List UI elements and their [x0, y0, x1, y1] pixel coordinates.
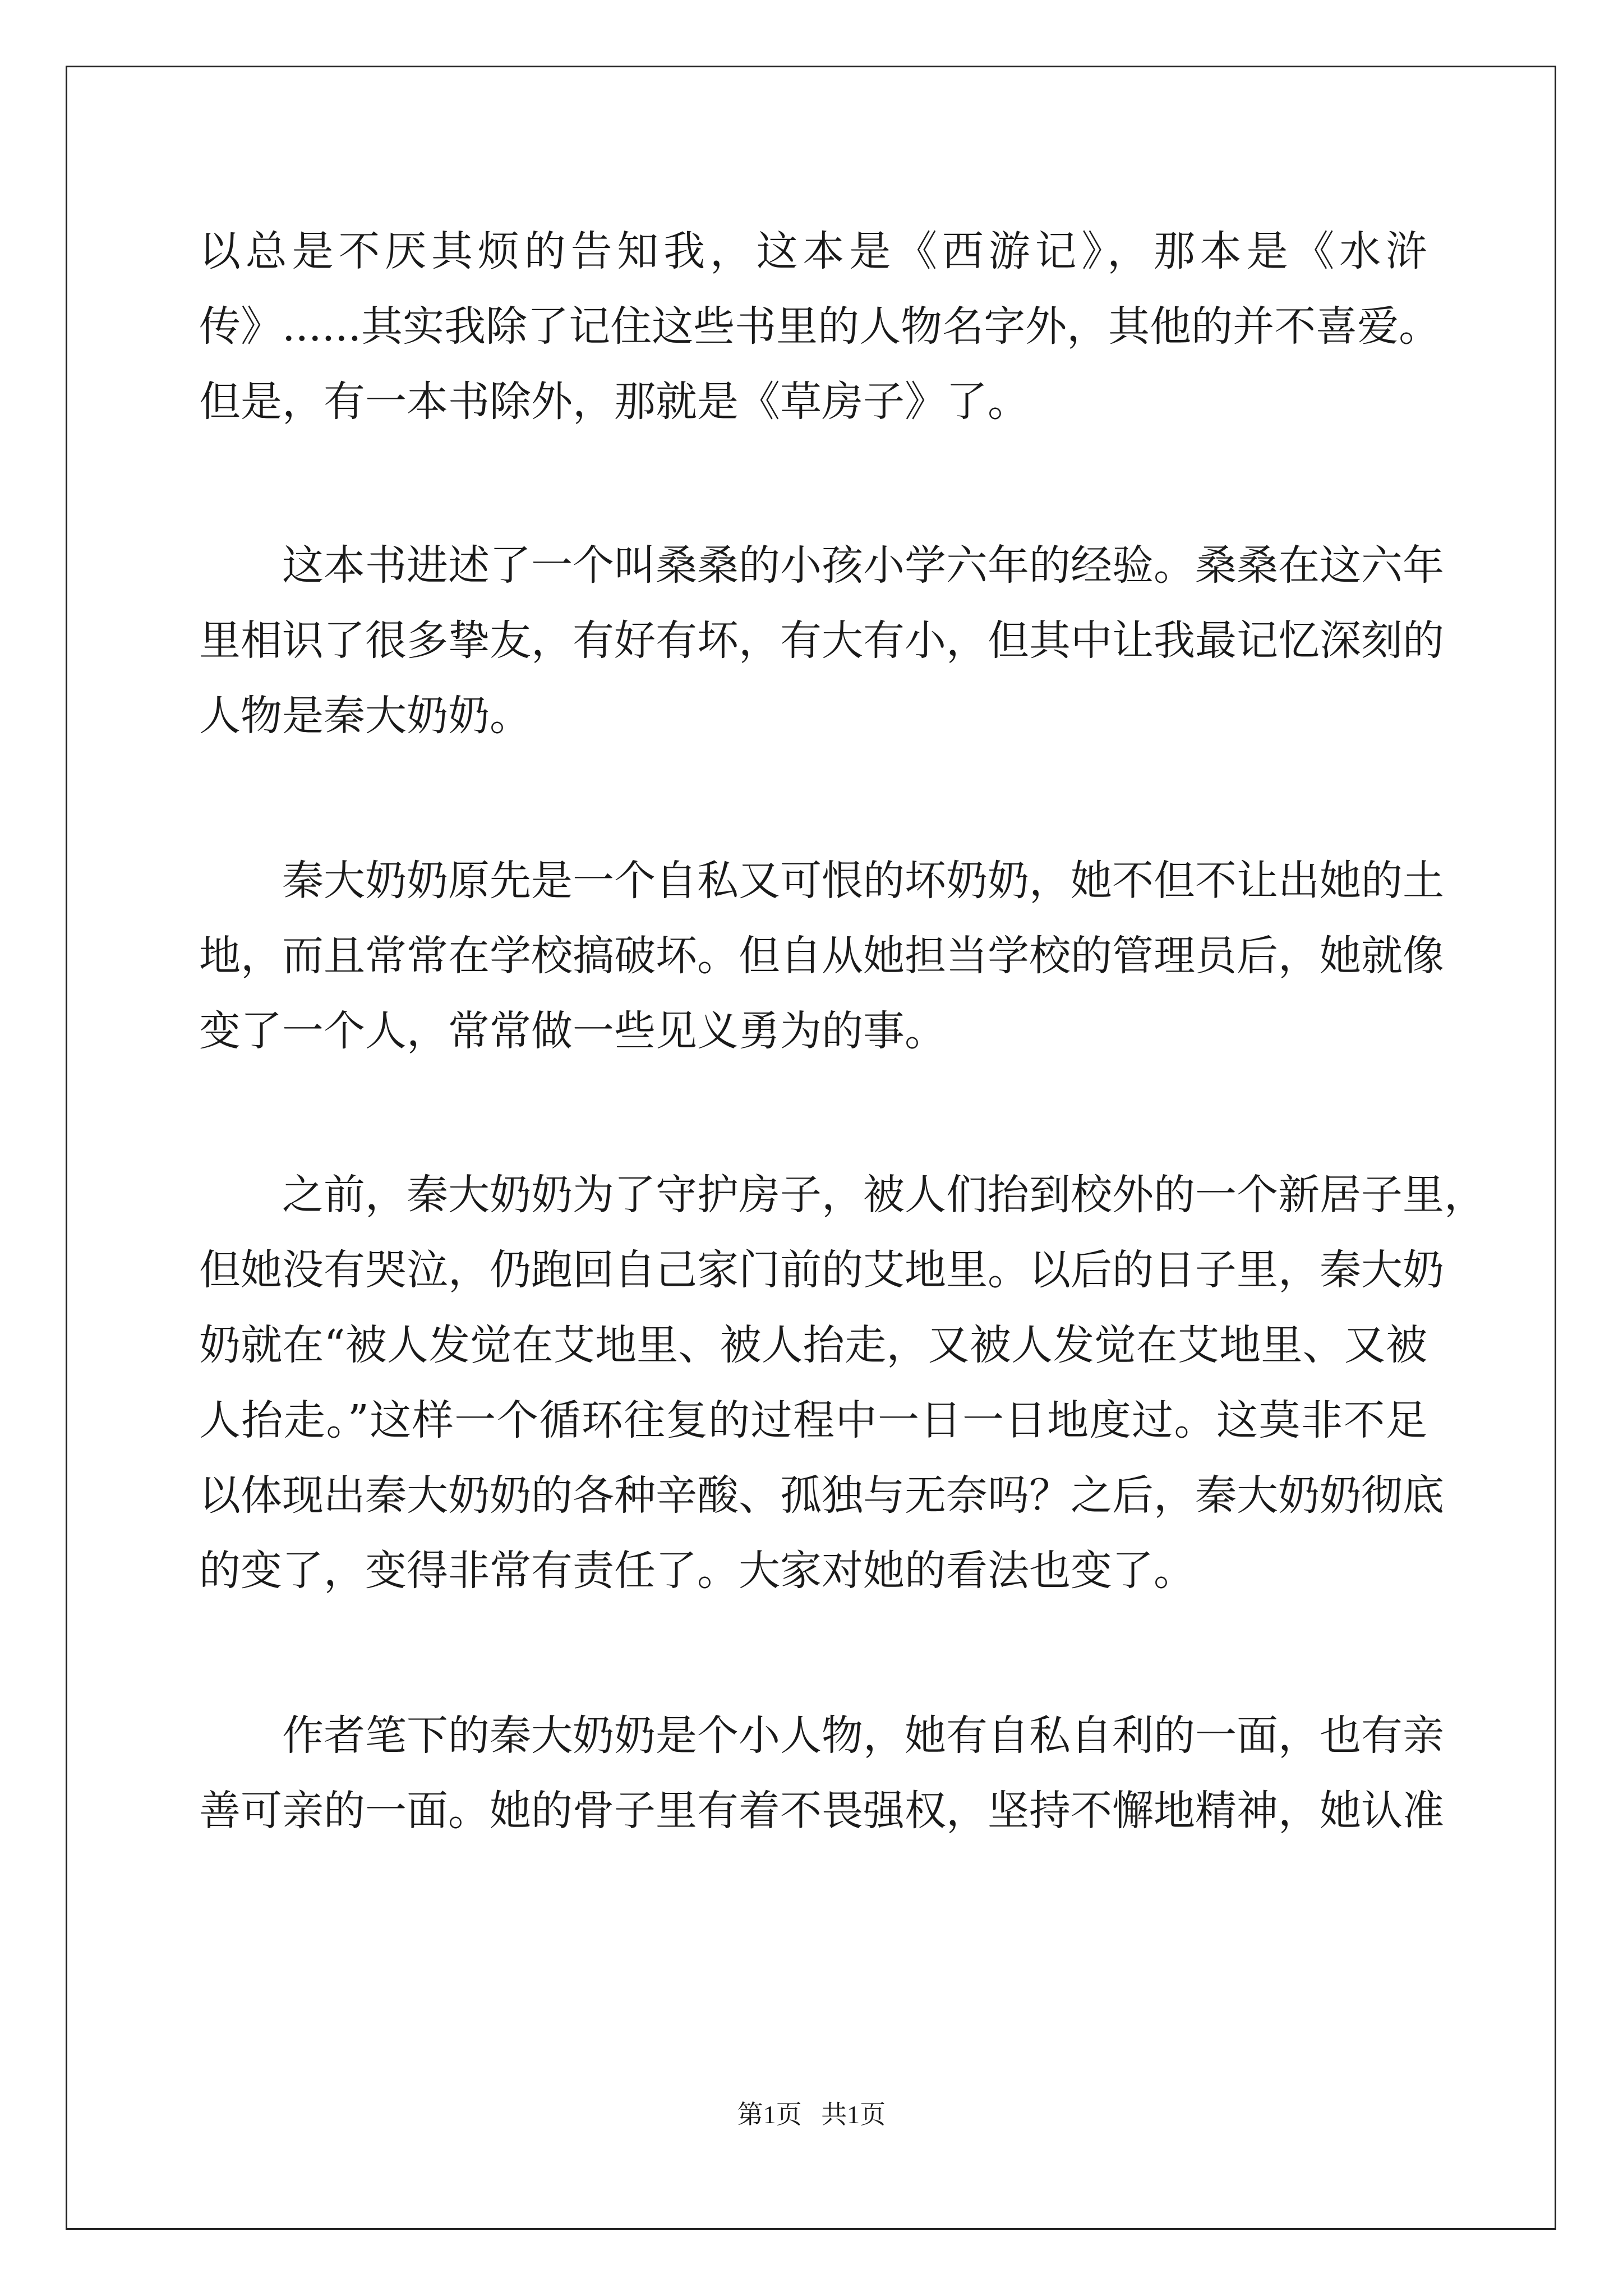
paragraph-indent-line: 作者笔下的秦大奶奶是个小人物，她有自私自利的一面，也有亲	[282, 1711, 1444, 1760]
paragraph-indent-line: 这本书进述了一个叫桑桑的小孩小学六年的经验。桑桑在这六年	[282, 541, 1444, 590]
text-line-2: 传》......其实我除了记住这些书里的人物名字外，其他的并不喜爱。	[199, 302, 1441, 351]
text-line-11: 但她没有哭泣，仍跑回自己家门前的艾地里。以后的日子里，秦大奶	[199, 1246, 1444, 1294]
paragraph-indent-line: 秦大奶奶原先是一个自私又可恨的坏奶奶，她不但不让出她的土	[282, 857, 1444, 905]
text-line-17: 善可亲的一面。她的骨子里有着不畏强权，坚持不懈地精神，她认准	[199, 1787, 1444, 1835]
text-line-9: 变了一个人，常常做一些见义勇为的事。	[199, 1007, 946, 1055]
text-line-3: 但是，有一本书除外，那就是《草房子》了。	[199, 378, 1029, 426]
text-line-6: 人物是秦大奶奶。	[199, 692, 531, 740]
text-line-5: 里相识了很多挚友，有好有坏，有大有小，但其中让我最记忆深刻的	[199, 616, 1444, 665]
text-line-13: 人抬走。”这样一个循环往复的过程中一日一日地度过。这莫非不足	[199, 1396, 1427, 1444]
text-line-8: 地，而且常常在学校搞破坏。但自从她担当学校的管理员后，她就像	[199, 932, 1444, 980]
text-line-1: 以总是不厌其烦的告知我，这本是《西游记》，那本是《水浒	[199, 227, 1427, 275]
page-number-footer: 第1页 共1页	[737, 2100, 886, 2129]
paragraph-indent-line: 之前，秦大奶奶为了守护房子，被人们抬到校外的一个新居子里，	[282, 1171, 1486, 1219]
text-line-14: 以体现出秦大奶奶的各种辛酸、孤独与无奈吗？之后，秦大奶奶彻底	[199, 1471, 1444, 1520]
text-line-12: 奶就在“被人发觉在艾地里、被人抬走，又被人发觉在艾地里、又被	[199, 1321, 1427, 1369]
text-line-15: 的变了，变得非常有责任了。大家对她的看法也变了。	[199, 1547, 1195, 1595]
